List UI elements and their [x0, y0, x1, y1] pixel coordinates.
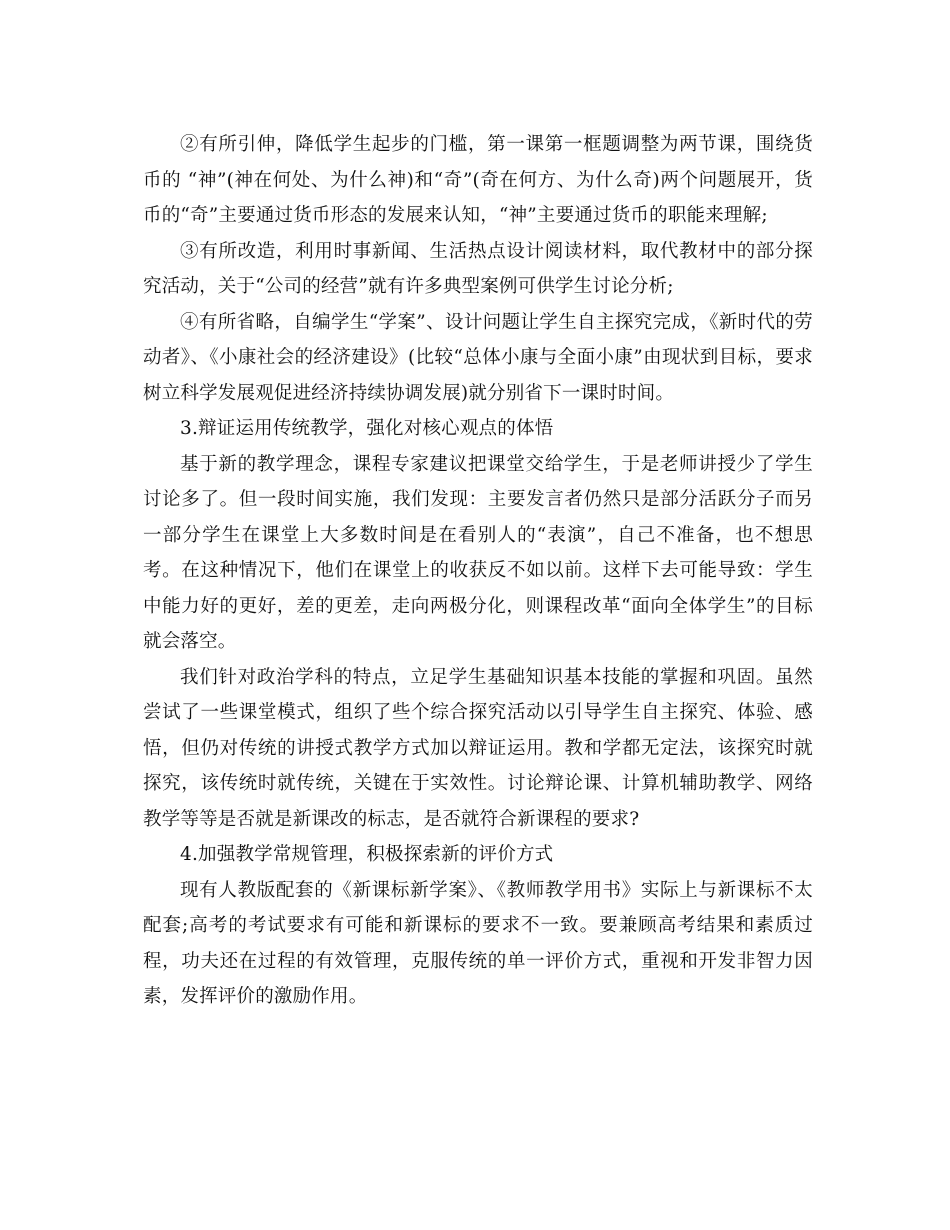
section-heading-3: 3.辩证运用传统教学，强化对核心观点的体悟 — [180, 418, 554, 439]
paragraph-reading-materials: ③有所改造，利用时事新闻、生活热点设计阅读材料，取代教材中的部分探究活动，关于“公司的经营”就有许多典型案例可供学生讨论分析; — [143, 240, 813, 297]
paragraph-evaluation: 现有人教版配套的《新课标新学案》、《教师教学用书》实际上与新课标不太配套;高考的考试要求有可能和新课标的要求不一致。要兼顾高考结果和素质过程，功夫还在过程的有效管理，克服传统的单一评价方式，重视和开发非智力因素，发挥评价的激励作用。 — [143, 879, 813, 1007]
document-body — [143, 127, 813, 1015]
paragraph-traditional-teaching: 我们针对政治学科的特点，立足学生基础知识基本技能的掌握和巩固。虽然尝试了一些课堂模式，组织了些个综合探究活动以引导学生自主探究、体验、感悟，但仍对传统的讲授式教学方式加以辩证运用。教和学都无定法，该探究时就探究，该传统时就传统，关键在于实效性。讨论辩论课、计算机辅助教学、网络教学等等是否就是新课改的标志，是否就符合新课程的要求? — [143, 666, 813, 830]
paragraph-self-study: ④有所省略，自编学生“学案”、设计问题让学生自主探究完成，《新时代的劳动者》、《小康社会的经济建设》(比较“总体小康与全面小康”由现状到目标，要求树立科学发展观促进经济持续协调发展)就分别省下一课时时间。 — [143, 311, 813, 404]
section-heading-4: 4.加强教学常规管理，积极探索新的评价方式 — [180, 844, 554, 865]
paragraph-classroom-discussion: 基于新的教学理念，课程专家建议把课堂交给学生，于是老师讲授少了学生讨论多了。但一段时间实施，我们发现：主要发言者仍然只是部分活跃分子而另一部分学生在课堂上大多数时间是在看别人的“表演”，自己不准备，也不想思考。在这种情况下，他们在课堂上的收获反不如以前。这样下去可能导致：学生中能力好的更好，差的更差，走向两极分化，则课程改革“面向全体学生”的目标就会落空。 — [143, 453, 813, 652]
paragraph-money-lesson: ②有所引伸，降低学生起步的门槛，第一课第一框题调整为两节课，围绕货币的 “神”(神在何处、为什么神)和“奇”(奇在何方、为什么奇)两个问题展开，货币的“奇”主要通过货币形态的发展来认知，“神”主要通过货币的职能来理解; — [143, 134, 813, 226]
